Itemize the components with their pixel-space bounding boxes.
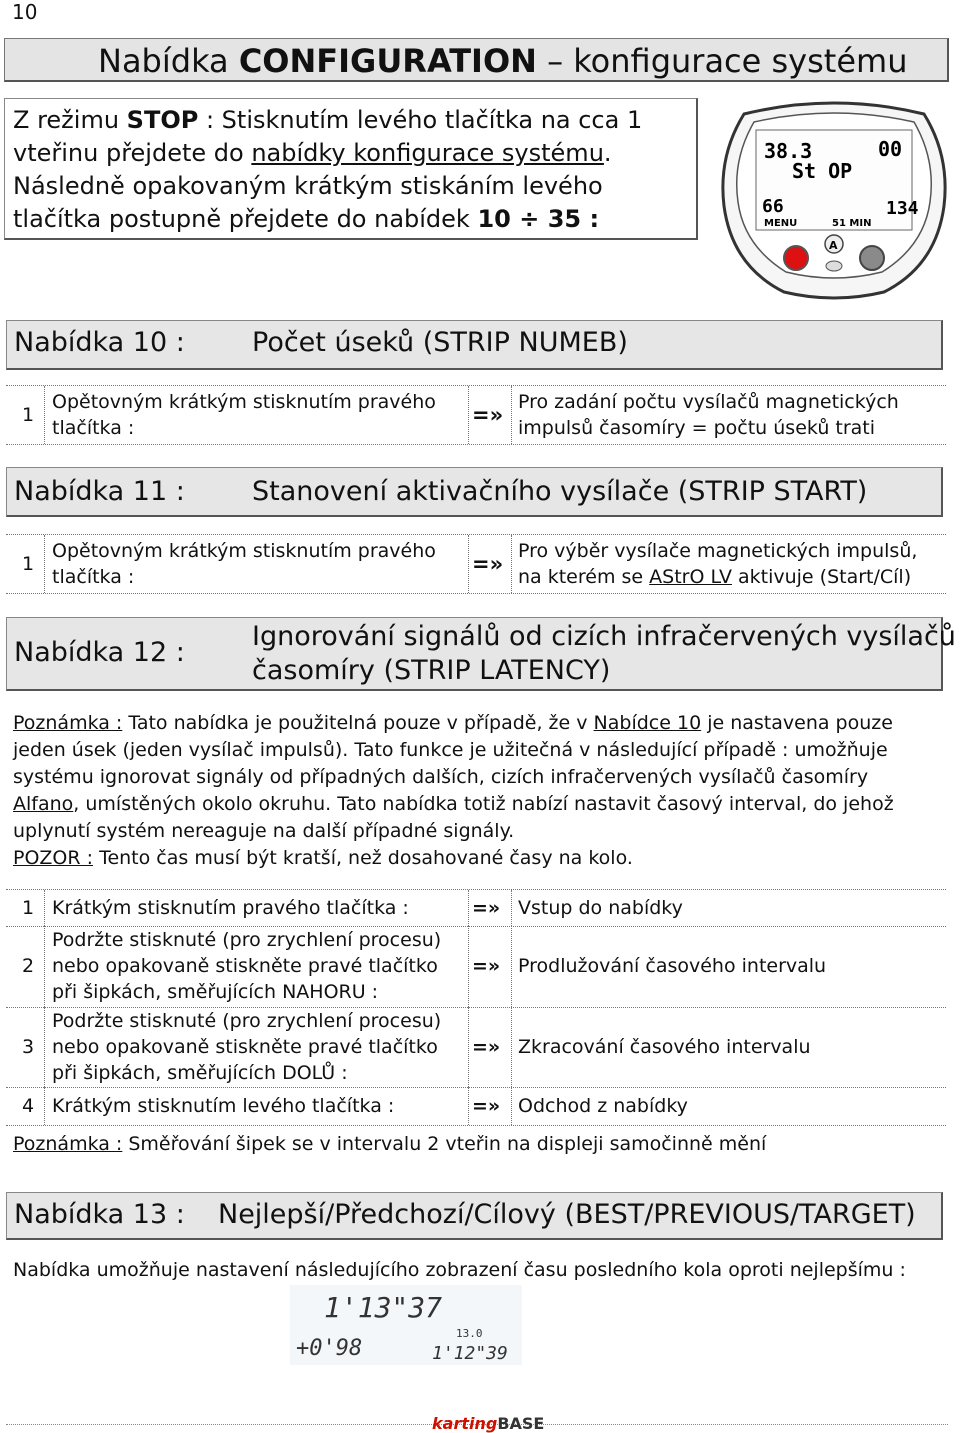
arrow-icon: =» bbox=[472, 552, 504, 576]
note-menu12: Poznámka : Tato nabídka je použitelná pouze v případě, že v Nabídce 10 je nastavena pouze jeden úsek (jeden vysílač impulsů). Tato funkce je užitečná v následující případě : umožňuje systému ignorovat signály od případných dalších, cizích infračervených vysílačů časomíry Alfano, umístěných okolo okruhu. Tato nabídka totiž nabízí nastavit časový interval, do jehož uplynutí systém nereaguje na další případné signály. POZOR : Tento čas musí být kratší, než dosahované časy na kolo. bbox=[13, 712, 894, 869]
menu12-title: Ignorování signálů od cizích infračervených vysílačů časomíry (STRIP LATENCY) bbox=[252, 621, 956, 686]
lcd-diff-time: +0'98 bbox=[296, 1336, 363, 1361]
row-action: Opětovným krátkým stisknutím pravého tlačítka : bbox=[52, 391, 436, 439]
menu13-label: Nabídka 13 : bbox=[14, 1199, 185, 1230]
row-result: Pro zadání počtu vysílačů magnetických impulsů časomíry = počtu úseků trati bbox=[518, 391, 899, 439]
intro-text: Z režimu STOP : Stisknutím levého tlačítka na cca 1 vteřinu přejdete do nabídky konfigurace systému. Následně opakovaným krátkým stiskáním levého tlačítka postupně přejdete do nabídek 10 ÷ 35 : bbox=[13, 106, 643, 233]
arrow-icon: =» bbox=[472, 955, 501, 977]
device-illustration bbox=[714, 96, 954, 300]
lcd-menu-label: MENU bbox=[764, 218, 798, 229]
menu10-label: Nabídka 10 : bbox=[14, 327, 185, 358]
lcd-best-time: 1'13"37 bbox=[324, 1291, 443, 1324]
table-row: 4 Krátkým stisknutím levého tlačítka : =» Odchod z nabídky bbox=[6, 1087, 946, 1126]
table-row: 1 Krátkým stisknutím pravého tlačítka : =» Vstup do nabídky bbox=[6, 889, 946, 927]
menu11-label: Nabídka 11 : bbox=[14, 476, 185, 507]
menu10-row bbox=[6, 385, 946, 445]
lcd-top-left: 38.3 bbox=[764, 139, 813, 163]
menu12-label: Nabídka 12 : bbox=[14, 637, 185, 668]
row-number: 1 bbox=[22, 553, 35, 575]
row-number: 1 bbox=[22, 404, 35, 426]
lcd-display-illustration bbox=[290, 1285, 522, 1365]
row-result: Pro výběr vysílače magnetických impulsů, na kterém se AStrO LV aktivuje (Start/Cíl) bbox=[518, 540, 918, 588]
menu11-title: Stanovení aktivačního vysílače (STRIP START) bbox=[252, 476, 868, 507]
table-row: 3 Podržte stisknuté (pro zrychlení procesu) nebo opakovaně stiskněte pravé tlačítko při šipkách, směřujících DOLŮ : =» Zkracování časového intervalu bbox=[6, 1007, 946, 1088]
page-number: 10 bbox=[12, 0, 38, 24]
menu13-description: Nabídka umožňuje nastavení následujícího zobrazení času posledního kola oproti nejlepšímu : bbox=[13, 1259, 906, 1281]
menu13-title: Nejlepší/Předchozí/Cílový (BEST/PREVIOUS/TARGET) bbox=[218, 1199, 916, 1230]
lcd-last-time: 1'12"39 bbox=[432, 1343, 508, 1364]
lcd-mid: St OP bbox=[792, 159, 853, 183]
svg-text:A: A bbox=[829, 239, 838, 252]
row-action: Opětovným krátkým stisknutím pravého tlačítka : bbox=[52, 540, 436, 588]
arrow-icon: =» bbox=[472, 403, 504, 427]
note-arrows: Poznámka : Směřování šipek se v intervalu 2 vteřin na displeji samočinně mění bbox=[13, 1133, 767, 1155]
lcd-min-label: 51 MIN bbox=[832, 218, 872, 229]
lcd-small-value: 13.0 bbox=[456, 1327, 483, 1340]
footer-logo: kartingBASE bbox=[432, 1414, 545, 1433]
arrow-icon: =» bbox=[472, 897, 501, 919]
menu11-row bbox=[6, 534, 946, 594]
arrow-icon: =» bbox=[472, 1036, 501, 1058]
menu10-title: Počet úseků (STRIP NUMEB) bbox=[252, 327, 628, 358]
lcd-bottom-left: 66 bbox=[762, 196, 784, 217]
page-title: Nabídka CONFIGURATION – konfigurace systému bbox=[98, 42, 908, 80]
right-button[interactable] bbox=[860, 246, 884, 270]
lcd-bottom-right: 134 bbox=[886, 198, 919, 219]
arrow-icon: =» bbox=[472, 1095, 501, 1117]
table-row: 2 Podržte stisknuté (pro zrychlení procesu) nebo opakovaně stiskněte pravé tlačítko při šipkách, směřujících NAHORU : =» Prodlužování časového intervalu bbox=[6, 925, 946, 1008]
lcd-top-right: 00 bbox=[878, 137, 903, 161]
left-button[interactable] bbox=[784, 246, 808, 270]
